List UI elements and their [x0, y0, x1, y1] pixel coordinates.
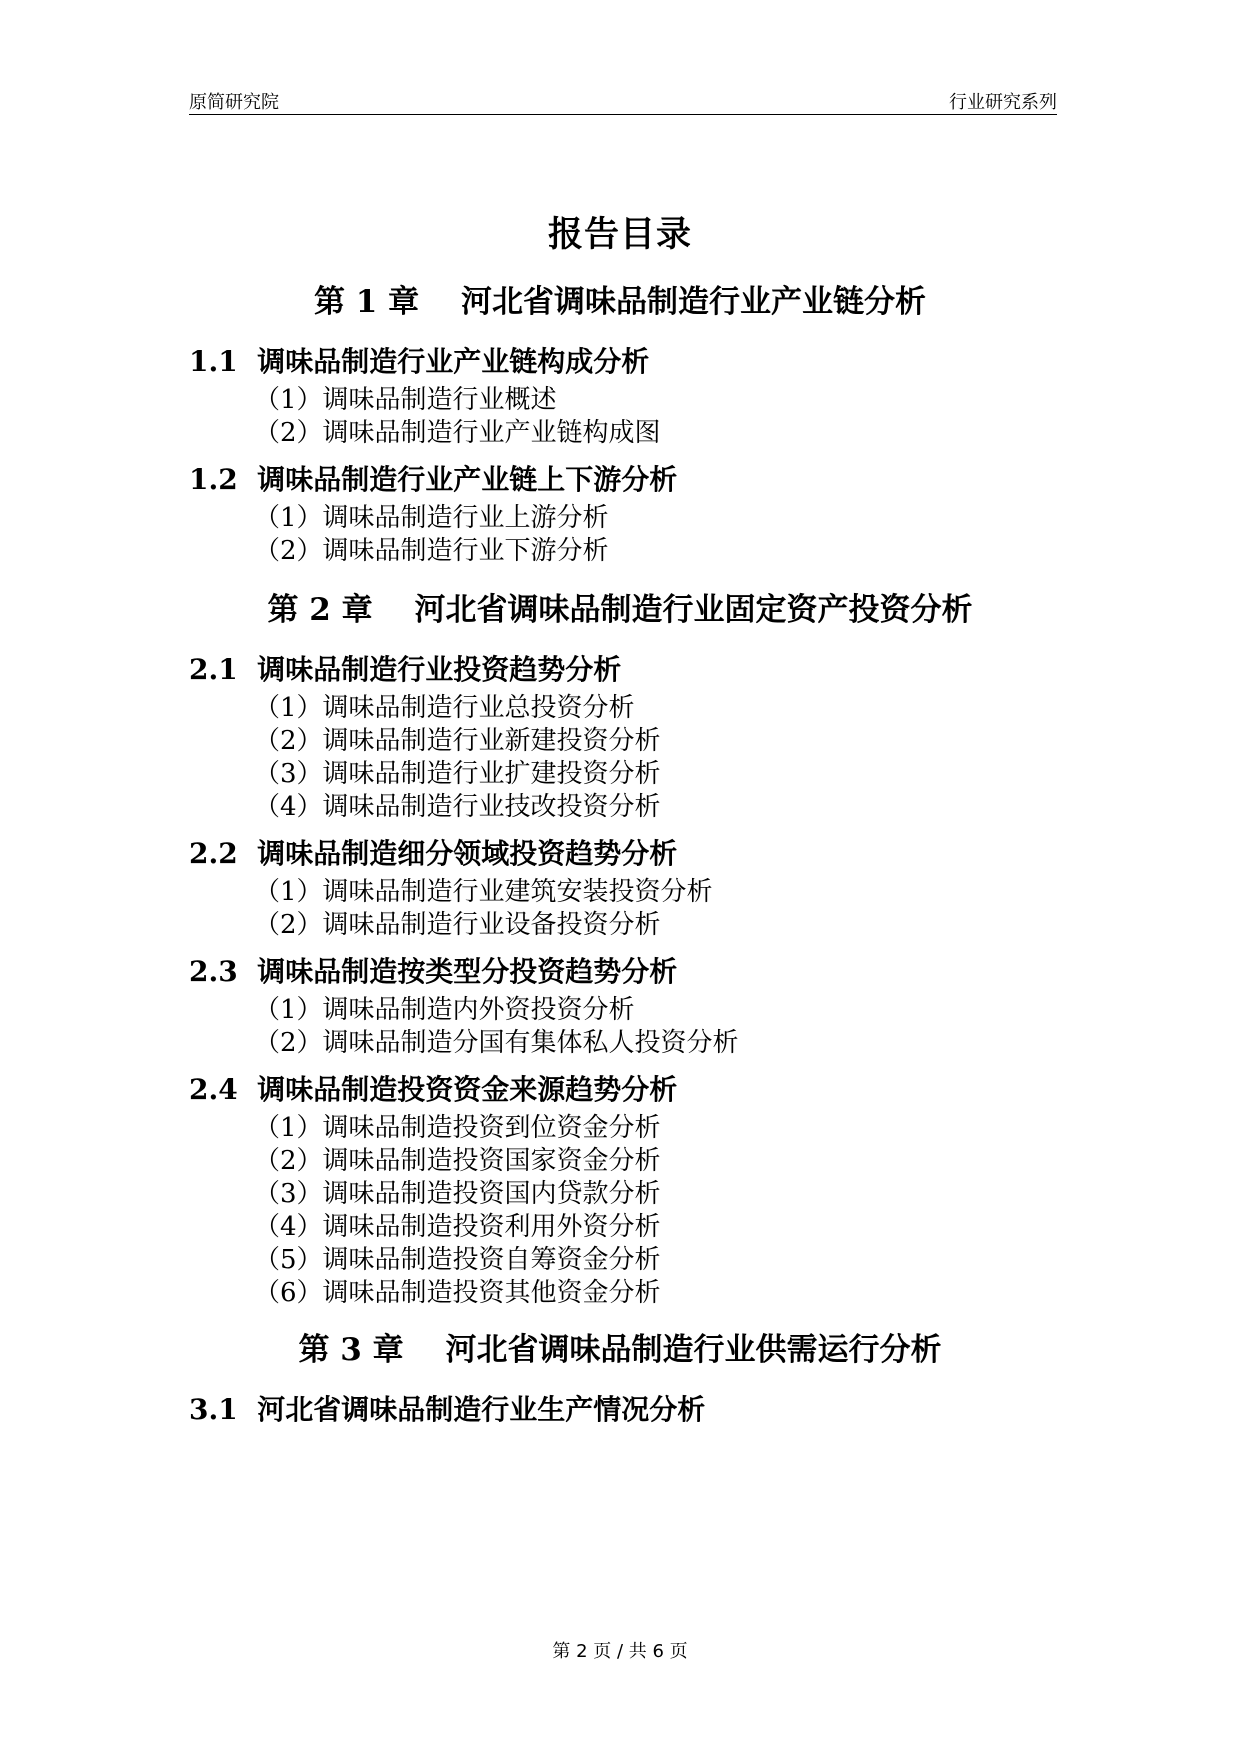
toc-item: （2）调味品制造分国有集体私人投资分析 [254, 1028, 739, 1058]
header-divider [189, 114, 1057, 115]
toc-item: （3）调味品制造投资国内贷款分析 [254, 1179, 661, 1209]
toc-item: （5）调味品制造投资自筹资金分析 [254, 1245, 661, 1275]
toc-item: （1）调味品制造行业上游分析 [254, 503, 609, 533]
header-series-name: 行业研究系列 [949, 92, 1057, 113]
toc-item: （4）调味品制造投资利用外资分析 [254, 1212, 661, 1242]
toc-item: （3）调味品制造行业扩建投资分析 [254, 759, 661, 789]
section-3-1-heading: 3.1 河北省调味品制造行业生产情况分析 [189, 1393, 706, 1426]
toc-item: （2）调味品制造行业产业链构成图 [254, 418, 661, 448]
toc-item: （1）调味品制造行业建筑安装投资分析 [254, 877, 713, 907]
page-number: 第 2 页 / 共 6 页 [552, 1641, 688, 1662]
section-2-3-heading: 2.3 调味品制造按类型分投资趋势分析 [189, 955, 678, 988]
section-2-1-heading: 2.1 调味品制造行业投资趋势分析 [189, 653, 622, 686]
toc-item: （2）调味品制造投资国家资金分析 [254, 1146, 661, 1176]
toc-item: （1）调味品制造内外资投资分析 [254, 995, 635, 1025]
toc-item: （4）调味品制造行业技改投资分析 [254, 792, 661, 822]
header-org-name: 原简研究院 [189, 92, 279, 113]
section-1-1-heading: 1.1 调味品制造行业产业链构成分析 [189, 345, 650, 378]
chapter-1-heading: 第 1 章 河北省调味品制造行业产业链分析 [314, 284, 926, 320]
toc-item: （2）调味品制造行业设备投资分析 [254, 910, 661, 940]
chapter-2-heading: 第 2 章 河北省调味品制造行业固定资产投资分析 [267, 592, 973, 628]
chapter-3-heading: 第 3 章 河北省调味品制造行业供需运行分析 [298, 1332, 942, 1368]
section-2-4-heading: 2.4 调味品制造投资资金来源趋势分析 [189, 1073, 678, 1106]
toc-item: （6）调味品制造投资其他资金分析 [254, 1278, 661, 1308]
toc-item: （1）调味品制造投资到位资金分析 [254, 1113, 661, 1143]
toc-item: （2）调味品制造行业下游分析 [254, 536, 609, 566]
toc-item: （1）调味品制造行业总投资分析 [254, 693, 635, 723]
toc-item: （2）调味品制造行业新建投资分析 [254, 726, 661, 756]
toc-item: （1）调味品制造行业概述 [254, 385, 557, 415]
section-2-2-heading: 2.2 调味品制造细分领域投资趋势分析 [189, 837, 678, 870]
section-1-2-heading: 1.2 调味品制造行业产业链上下游分析 [189, 463, 678, 496]
page-title: 报告目录 [547, 215, 692, 255]
